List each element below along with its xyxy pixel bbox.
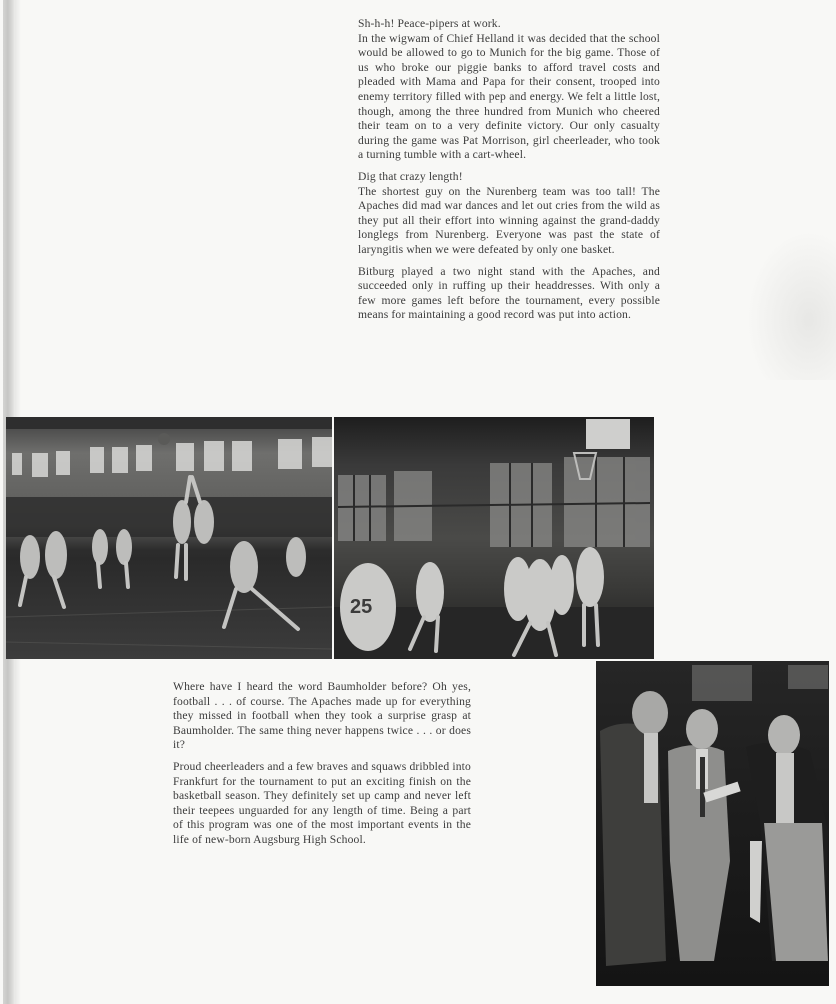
paragraph-frankfurt [173,760,471,848]
bottom-text-column [173,680,471,855]
photo-rebound [334,417,654,659]
photo-jump-ball-image [6,417,332,659]
paragraph-nurenberg [358,170,660,258]
paragraph-body: In the wigwam of Chief Helland it was decided that the school would be allowed to go to Munich for the big game. Those of us who broke our piggie banks to afford travel costs and pleaded with Mama and Papa for their consent, trooped into enemy territory filled with pep and energy. We felt a little lost, though, among the three hundred from Munich who cheered their team on to a very definite victory. Our only casualty during the game was Pat Morrison, girl cheerleader, who took a turning tumble with a cart-wheel. [358,31,660,162]
photo-jump-ball [6,417,332,659]
jersey-number-25: 25 [350,596,373,618]
paragraph-body: Proud cheerleaders and a few braves and squaws dribbled into Frankfurt for the tournament to put an exciting finish on the basketball season. They definitely set up camp and never left their teepees unguarded for any length of time. Being a part of this program was one of the most important events in the life of new-born Augsburg High School. [173,759,471,846]
paragraph-lead: Dig that crazy length! [358,169,463,183]
top-text-column [358,17,660,330]
paragraph-body: Bitburg played a two night stand with the Apaches, and succeeded only in ruffing up their headdresses. With only a few more games left before the tournament, every possible means for maintaining a good record was put into action. [358,264,660,322]
photo-three-men-image [596,661,829,986]
paragraph-body: The shortest guy on the Nurenberg team was too tall! The Apaches did mad war dances and let out cries from the wild as they put all their effort into winning against the grand-daddy longlegs from Nurenberg. Everyone was past the state of laryngitis when we were defeated by only one basket. [358,184,660,256]
paper-smudge [746,230,836,380]
paragraph-lead: Sh-h-h! Peace-pipers at work. [358,17,501,30]
paragraph-body: Where have I heard the word Baumholder before? Oh yes, football . . . of course. The Apaches made up for everything they missed in football when they took a surprise grasp at Baumholder. The same thing never happens twice . . . or does it? [173,680,471,752]
paragraph-bitburg [358,265,660,323]
paragraph-baumholder [173,680,471,753]
photo-three-men [596,661,829,986]
photo-rebound-image [334,417,654,659]
paragraph-munich [358,17,660,163]
